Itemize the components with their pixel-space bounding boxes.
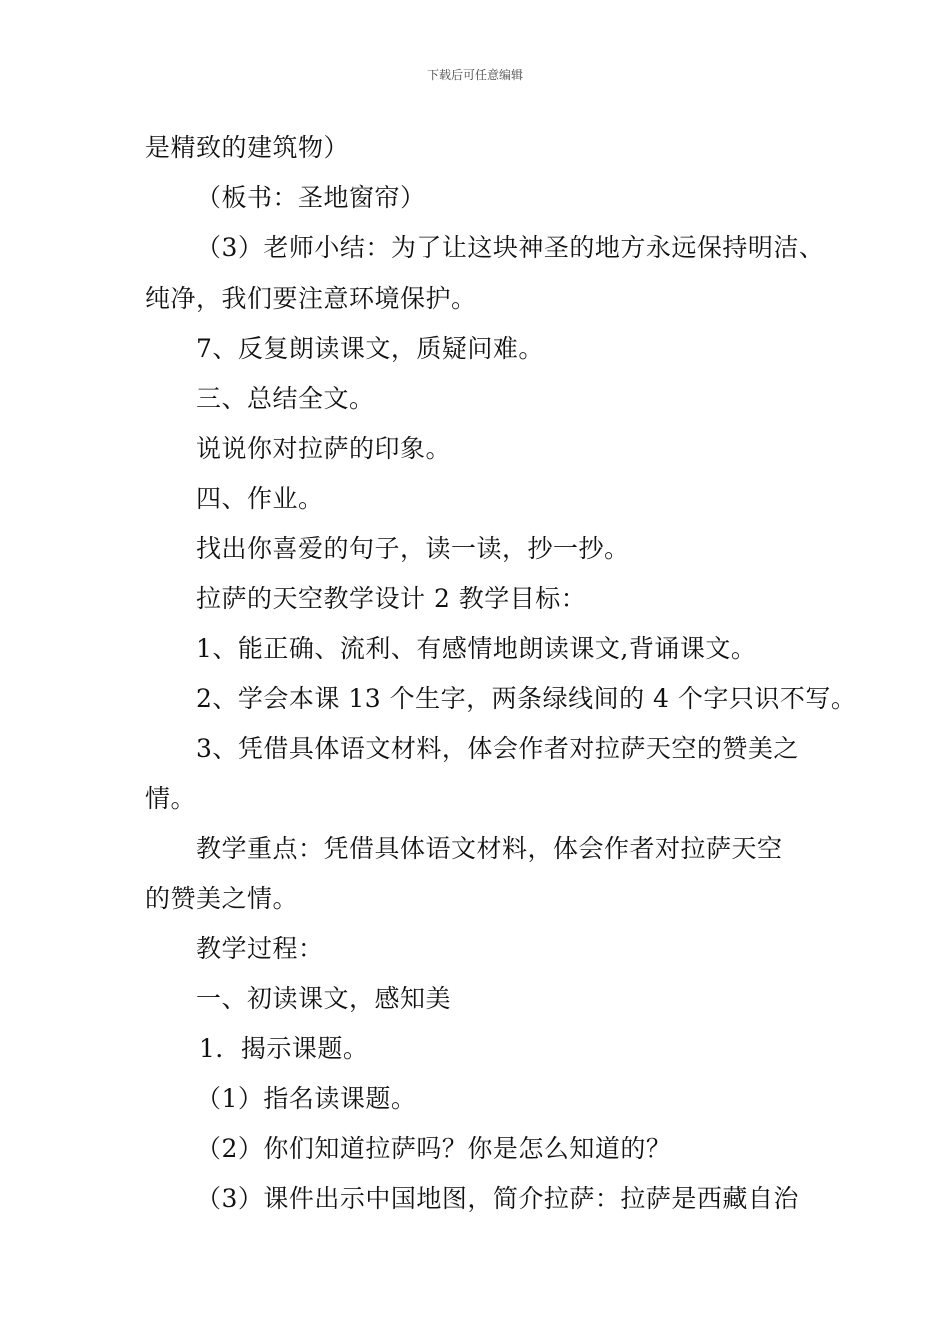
text-line: 3、凭借具体语文材料，体会作者对拉萨天空的赞美之 — [196, 734, 799, 763]
text-line: 2、学会本课 13 个生字，两条绿线间的 4 个字只识不写。 — [196, 684, 857, 713]
text-line: 情。 — [145, 784, 197, 813]
text-line: 拉萨的天空教学设计 2 教学目标： — [196, 584, 587, 613]
text-line: （3）老师小结：为了让这块神圣的地方永远保持明洁、 — [196, 233, 825, 262]
text-line: 7、反复朗读课文，质疑问难。 — [196, 334, 544, 363]
text-line: （板书：圣地窗帘） — [196, 183, 426, 212]
page-header: 下载后可任意编辑 — [426, 68, 523, 82]
text-line: 是精致的建筑物） — [145, 133, 350, 162]
text-line: 说说你对拉萨的印象。 — [196, 434, 452, 463]
text-line: 的赞美之情。 — [145, 884, 299, 913]
text-line: 纯净，我们要注意环境保护。 — [145, 284, 477, 313]
text-line: 找出你喜爱的句子，读一读，抄一抄。 — [196, 534, 630, 563]
text-line: （2）你们知道拉萨吗？你是怎么知道的？ — [196, 1134, 672, 1163]
text-line: （3）课件出示中国地图，简介拉萨：拉萨是西藏自治 — [196, 1184, 799, 1213]
text-line: 四、作业。 — [196, 484, 324, 513]
text-line: 三、总结全文。 — [196, 384, 375, 413]
text-line: （1）指名读课题。 — [196, 1084, 417, 1113]
text-line: 1．揭示课题。 — [199, 1034, 369, 1063]
text-line: 教学重点：凭借具体语文材料，体会作者对拉萨天空 — [196, 834, 783, 863]
text-line: 1、能正确、流利、有感情地朗读课文,背诵课文。 — [196, 634, 757, 663]
text-line: 教学过程： — [196, 934, 324, 963]
text-line: 一、初读课文，感知美 — [196, 984, 452, 1013]
